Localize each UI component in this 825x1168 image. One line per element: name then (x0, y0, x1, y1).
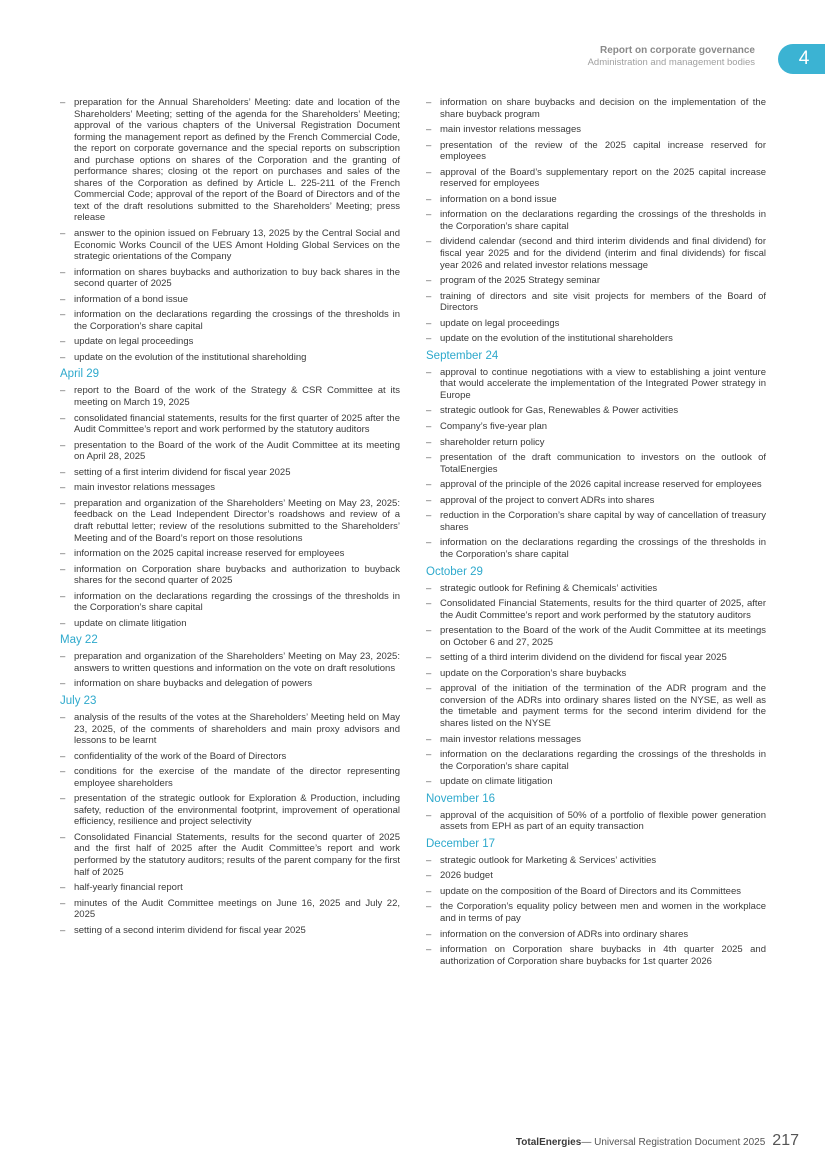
chapter-tab: 4 (778, 44, 825, 74)
agenda-list-item: – training of directors and site visit projects for members of the Board of Directors (426, 291, 766, 314)
agenda-list-item: – update on climate litigation (426, 776, 766, 788)
header-title: Report on corporate governance (599, 45, 755, 56)
agenda-list-item: – setting of a third interim dividend on the dividend for fiscal year 2025 (426, 652, 766, 664)
section-date-heading: October 29 (426, 565, 483, 578)
agenda-list-item: – strategic outlook for Refining & Chemicals’ activities (426, 583, 766, 595)
agenda-list-item: – preparation for the Annual Shareholders’ Meeting: date and location of the Shareholders’ Meeting; setting of the agenda for the Shareholders’ Meeting; approval of the various chapters of the Universal Registration Document forming the management report as defined by the French Commercial Code, the report on corporate governance and the special reports on subscription and purchase options on shares of the Corporation and the granting of performance shares; closing ot the report on purchases and sales of the shares of the Corporation as defined by Article L. 225-211 of the French Commercial Code; approval of the report of the Board of Directors and of the text of the draft resolutions submitted to the Shareholders’ Meeting; press release (60, 97, 400, 224)
agenda-list-item: – conditions for the exercise of the mandate of the director representing employee shareholders (60, 766, 400, 789)
agenda-list-item: – update on climate litigation (60, 618, 400, 630)
agenda-list-item: – confidentiality of the work of the Board of Directors (60, 751, 400, 763)
section-date-heading: November 16 (426, 792, 496, 805)
agenda-list-item: – 2026 budget (426, 870, 766, 882)
agenda-list-item: – information on the 2025 capital increase reserved for employees (60, 548, 400, 560)
agenda-list-item: – information of a bond issue (60, 294, 400, 306)
section-date-heading: December 17 (426, 837, 496, 850)
agenda-list-item: – presentation to the Board of the work of the Audit Committee at its meetings on October 6 and 27, 2025 (426, 625, 766, 648)
agenda-list-item: – update on the Corporation’s share buybacks (426, 668, 766, 680)
agenda-list-item: – the Corporation’s equality policy between men and women in the workplace and in terms of pay (426, 901, 766, 924)
footer-brand: TotalEnergies (515, 1137, 582, 1148)
agenda-list-item: – information on shares buybacks and authorization to buy back shares in the second quarter of 2025 (60, 267, 400, 290)
agenda-list-item: – Consolidated Financial Statements, results for the second quarter of 2025 and the first half of 2025 after the Audit Committee’s report and work performed by the statutory auditors; results of the parent company for the first half of 2025 (60, 832, 400, 878)
agenda-list-item: – information on the declarations regarding the crossings of the thresholds in the Corporation’s share capital (426, 209, 766, 232)
agenda-list-item: – half-yearly financial report (60, 882, 400, 894)
agenda-list-item: – Consolidated Financial Statements, results for the third quarter of 2025, after the Audit Committee’s report and work performed by the statutory auditors (426, 598, 766, 621)
agenda-list-item: – minutes of the Audit Committee meetings on June 16, 2025 and July 22, 2025 (60, 898, 400, 921)
agenda-list-item: – Company’s five-year plan (426, 421, 766, 433)
agenda-list-item: – answer to the opinion issued on February 13, 2025 by the Central Social and Economic Works Council of the UES Amont Holding Global Services on the strategic orientations of the Company (60, 228, 400, 263)
agenda-list-item: – program of the 2025 Strategy seminar (426, 275, 766, 287)
header-subtitle: Administration and management bodies (587, 57, 755, 68)
agenda-list-item: – dividend calendar (second and third interim dividends and final dividend) for fiscal year 2025 and for the dividend (interim and final dividends) for fiscal year 2026 and related investor relations message (426, 236, 766, 271)
agenda-list-item: – strategic outlook for Gas, Renewables & Power activities (426, 405, 766, 417)
agenda-list-item: – update on legal proceedings (60, 336, 400, 348)
agenda-list-item: – main investor relations messages (426, 124, 766, 136)
agenda-list-item: – update on the composition of the Board of Directors and its Committees (426, 886, 766, 898)
running-header (588, 45, 755, 68)
agenda-list-item: – presentation of the review of the 2025 capital increase reserved for employees (426, 140, 766, 163)
agenda-list-item: – analysis of the results of the votes at the Shareholders’ Meeting held on May 23, 2025, of the comments of shareholders and main proxy advisors and lessons to be learnt (60, 712, 400, 747)
agenda-list-item: – information on the declarations regarding the crossings of the thresholds in the Corporation’s share capital (60, 591, 400, 614)
agenda-list-item: – information on the conversion of ADRs into ordinary shares (426, 929, 766, 941)
page-number: 217 (772, 1132, 799, 1149)
agenda-list-item: – preparation and organization of the Shareholders’ Meeting on May 23, 2025: answers to written questions and information on the vote on draft resolutions (60, 651, 400, 674)
agenda-list-item: – main investor relations messages (426, 734, 766, 746)
left-column (60, 97, 400, 940)
agenda-list-item: – information on share buybacks and delegation of powers (60, 678, 400, 690)
agenda-list-item: – information on a bond issue (426, 194, 766, 206)
agenda-list-item: – reduction in the Corporation’s share capital by way of cancellation of treasury shares (426, 510, 766, 533)
section-date-heading: July 23 (60, 694, 97, 707)
agenda-list-item: – update on the evolution of the institutional shareholding (60, 352, 400, 364)
agenda-list-item: – approval of the initiation of the termination of the ADR program and the conversion of the ADRs into ordinary shares listed on the NYSE, as well as the timetable and payment terms for the second interim dividend for the shares listed on the NYSE (426, 683, 766, 729)
agenda-list-item: – preparation and organization of the Shareholders’ Meeting on May 23, 2025: feedback on the Lead Independent Director’s roadshows and review of a draft rebuttal letter; review of the resolutions submitted to the Shareholders’ Meeting and of the Board’s report on those resolutions (60, 498, 400, 544)
agenda-list-item: – update on legal proceedings (426, 318, 766, 330)
agenda-list-item: – information on the declarations regarding the crossings of the thresholds in the Corporation’s share capital (426, 537, 766, 560)
agenda-list-item: – approval of the project to convert ADRs into shares (426, 495, 766, 507)
agenda-list-item: – information on Corporation share buybacks in 4th quarter 2025 and authorization of Corporation share buybacks for 1st quarter 2026 (426, 944, 766, 967)
agenda-list-item: – strategic outlook for Marketing & Services’ activities (426, 855, 766, 867)
right-column (426, 97, 766, 971)
agenda-list-item: – setting of a second interim dividend for fiscal year 2025 (60, 925, 400, 937)
page-footer (516, 1132, 799, 1150)
agenda-list-item: – information on the declarations regarding the crossings of the thresholds in the Corporation’s share capital (426, 749, 766, 772)
agenda-list-item: – consolidated financial statements, results for the first quarter of 2025 after the Audit Committee’s report and work performed by the statutory auditors (60, 413, 400, 436)
section-date-heading: May 22 (60, 634, 98, 647)
agenda-list-item: – approval to continue negotiations with a view to establishing a joint venture that would accelerate the implementation of the Integrated Power strategy in Europe (426, 367, 766, 402)
agenda-list-item: – update on the evolution of the institutional shareholders (426, 333, 766, 345)
agenda-list-item: – presentation of the strategic outlook for Exploration & Production, including safety, reduction of the environmental footprint, improvement of operational efficiency, resilience and project selectivity (60, 793, 400, 828)
agenda-list-item: – shareholder return policy (426, 437, 766, 449)
section-date-heading: September 24 (426, 349, 499, 362)
footer-document-title: — Universal Registration Document 2025 (581, 1137, 766, 1148)
agenda-list-item: – information on share buybacks and decision on the implementation of the share buyback program (426, 97, 766, 120)
agenda-list-item: – presentation of the draft communication to investors on the outlook of TotalEnergies (426, 452, 766, 475)
agenda-list-item: – information on Corporation share buybacks and authorization to buyback shares for the second quarter of 2025 (60, 564, 400, 587)
agenda-list-item: – report to the Board of the work of the Strategy & CSR Committee at its meeting on March 19, 2025 (60, 385, 400, 408)
agenda-list-item: – approval of the principle of the 2026 capital increase reserved for employees (426, 479, 766, 491)
agenda-list-item: – main investor relations messages (60, 482, 400, 494)
agenda-list-item: – approval of the acquisition of 50% of a portfolio of flexible power generation assets from EPH as part of an equity transaction (426, 810, 766, 833)
agenda-list-item: – information on the declarations regarding the crossings of the thresholds in the Corporation’s share capital (60, 309, 400, 332)
agenda-list-item: – setting of a first interim dividend for fiscal year 2025 (60, 467, 400, 479)
agenda-list-item: – presentation to the Board of the work of the Audit Committee at its meeting on April 28, 2025 (60, 440, 400, 463)
section-date-heading: April 29 (60, 368, 99, 381)
agenda-list-item: – approval of the Board’s supplementary report on the 2025 capital increase reserved for employees (426, 167, 766, 190)
